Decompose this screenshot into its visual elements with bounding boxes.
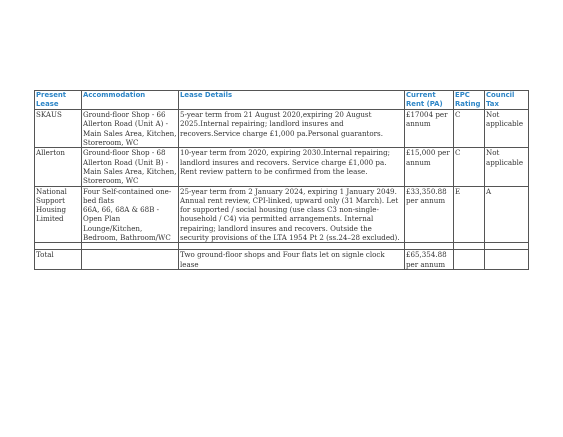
cell-text-line: Lease [36, 100, 59, 109]
cell-text-line: C [455, 110, 461, 120]
cell-text-line: Tax [486, 100, 499, 109]
cell-text-line: Total [36, 250, 54, 260]
cell-text-line: Limited [36, 214, 64, 224]
cell-text-line: Storeroom, WC [83, 176, 139, 186]
cell-text-line: Not [486, 110, 500, 120]
cell-text-line: annum [406, 157, 431, 167]
lease-schedule-table [34, 90, 529, 270]
cell-text-line: Accommodation [83, 91, 146, 99]
cell-text-line: security provisions of the LTA 1954 Pt 2 (ss.24–28 excluded). [180, 233, 400, 243]
cell-text-line: annum [406, 119, 431, 129]
lease-details-cell [179, 186, 405, 243]
cell-text-line: bed flats [83, 195, 114, 205]
lease-details-cell [179, 148, 405, 186]
cell-text-line: £15,000 per [406, 148, 450, 158]
accommodation-cell [82, 148, 179, 186]
table-header-row [35, 91, 529, 110]
cell-text-line: £17004 per [406, 110, 448, 120]
header-present-lease [35, 91, 82, 110]
lessee-cell [35, 148, 82, 186]
epc-cell [454, 186, 485, 243]
cell-text-line: C [455, 148, 461, 158]
header-current-rent [405, 91, 454, 110]
header-lease-details [179, 91, 405, 110]
cell-text-line: Ground-floor Shop - 66 [83, 110, 166, 120]
table-row [35, 148, 529, 186]
cell-text-line: Main Sales Area, Kitchen, [83, 166, 177, 176]
cell-text-line: Lounge/Kitchen, [83, 223, 143, 233]
cell-text-line: applicable [486, 119, 524, 129]
empty-cell [454, 243, 485, 250]
cell-text-line: Council [486, 91, 515, 99]
cell-text-line: Bedroom, Bathroom/WC [83, 233, 171, 243]
total-epc-cell [454, 250, 485, 270]
cell-text-line: Storeroom, WC [83, 138, 139, 148]
cell-text-line: Not [486, 148, 500, 158]
header-epc-rating [454, 91, 485, 110]
accommodation-cell [82, 186, 179, 243]
cell-text-line: Open Plan [83, 214, 121, 224]
total-details-cell [179, 250, 405, 270]
empty-row [35, 243, 529, 250]
cell-text-line: 25-year term from 2 January 2024, expiring 1 January 2049. [180, 186, 397, 196]
empty-cell [179, 243, 405, 250]
cell-text-line: Housing [36, 205, 67, 215]
cell-text-line: A [486, 186, 492, 196]
cell-text-line: lease [180, 259, 199, 269]
total-accommodation-cell [82, 250, 179, 270]
lessee-cell [35, 186, 82, 243]
council-tax-cell [485, 110, 529, 148]
cell-text-line: Main Sales Area, Kitchen, [83, 128, 177, 138]
cell-text-line: Two ground-floor shops and Four flats let on signle clock [180, 250, 385, 260]
council-tax-cell [485, 148, 529, 186]
rent-cell [405, 186, 454, 243]
cell-text-line: recovers.Service charge £1,000 pa.Personal guarantors. [180, 128, 383, 138]
lessee-cell [35, 110, 82, 148]
cell-text-line: Allerton [36, 148, 65, 158]
cell-text-line: Support [36, 195, 66, 205]
cell-text-line: Allerton Road (Unit B) - [83, 157, 169, 167]
cell-text-line: National [36, 186, 67, 196]
total-tax-cell [485, 250, 529, 270]
empty-cell [82, 243, 179, 250]
cell-text-line: applicable [486, 157, 524, 167]
cell-text-line: 66A, 66, 68A & 68B - [83, 205, 160, 215]
accommodation-cell [82, 110, 179, 148]
cell-text-line: Rent (PA) [406, 100, 443, 109]
total-rent-cell [405, 250, 454, 270]
header-accommodation [82, 91, 179, 110]
cell-text-line: Rent review pattern to be confirmed from the lease. [180, 166, 368, 176]
table-row [35, 110, 529, 148]
cell-text-line: household / C4) via permitted arrangements. Internal [180, 214, 374, 224]
council-tax-cell [485, 186, 529, 243]
cell-text-line: Present [36, 91, 67, 99]
cell-text-line: 2025.Internal repairing; landlord insures and [180, 119, 344, 129]
rent-cell [405, 110, 454, 148]
cell-text-line: per annum [406, 259, 446, 269]
cell-text-line: EPC [455, 91, 470, 99]
total-label-cell [35, 250, 82, 270]
empty-cell [35, 243, 82, 250]
cell-text-line: per annum [406, 195, 446, 205]
cell-text-line: SKAUS [36, 110, 62, 120]
total-row [35, 250, 529, 270]
cell-text-line: E [455, 186, 461, 196]
cell-text-line: £65,354.88 [406, 250, 447, 260]
cell-text-line: landlord insures and recovers. Service charge £1,000 pa. [180, 157, 387, 167]
epc-cell [454, 110, 485, 148]
epc-cell [454, 148, 485, 186]
empty-cell [405, 243, 454, 250]
rent-cell [405, 148, 454, 186]
cell-text-line: Lease Details [180, 91, 233, 99]
empty-cell [485, 243, 529, 250]
cell-text-line: 5-year term from 21 August 2020,expiring 20 August [180, 110, 372, 120]
lease-details-cell [179, 110, 405, 148]
cell-text-line: Ground-floor Shop - 68 [83, 148, 166, 158]
cell-text-line: Rating [455, 100, 481, 109]
cell-text-line: Annual rent review, CPI-linked, upward only (31 March). Let [180, 195, 399, 205]
cell-text-line: Four Self-contained one- [83, 186, 172, 196]
cell-text-line: 10-year term from 2020, expiring 2030.Internal repairing; [180, 148, 391, 158]
cell-text-line: Current [406, 91, 436, 99]
cell-text-line: for supported / social housing (use class C3 non-single- [180, 205, 379, 215]
table-row [35, 186, 529, 243]
cell-text-line: repairing; landlord insures and recovers. Outside the [180, 223, 372, 233]
cell-text-line: Allerton Road (Unit A) - [83, 119, 169, 129]
header-council-tax [485, 91, 529, 110]
cell-text-line: £33,350.88 [406, 186, 447, 196]
